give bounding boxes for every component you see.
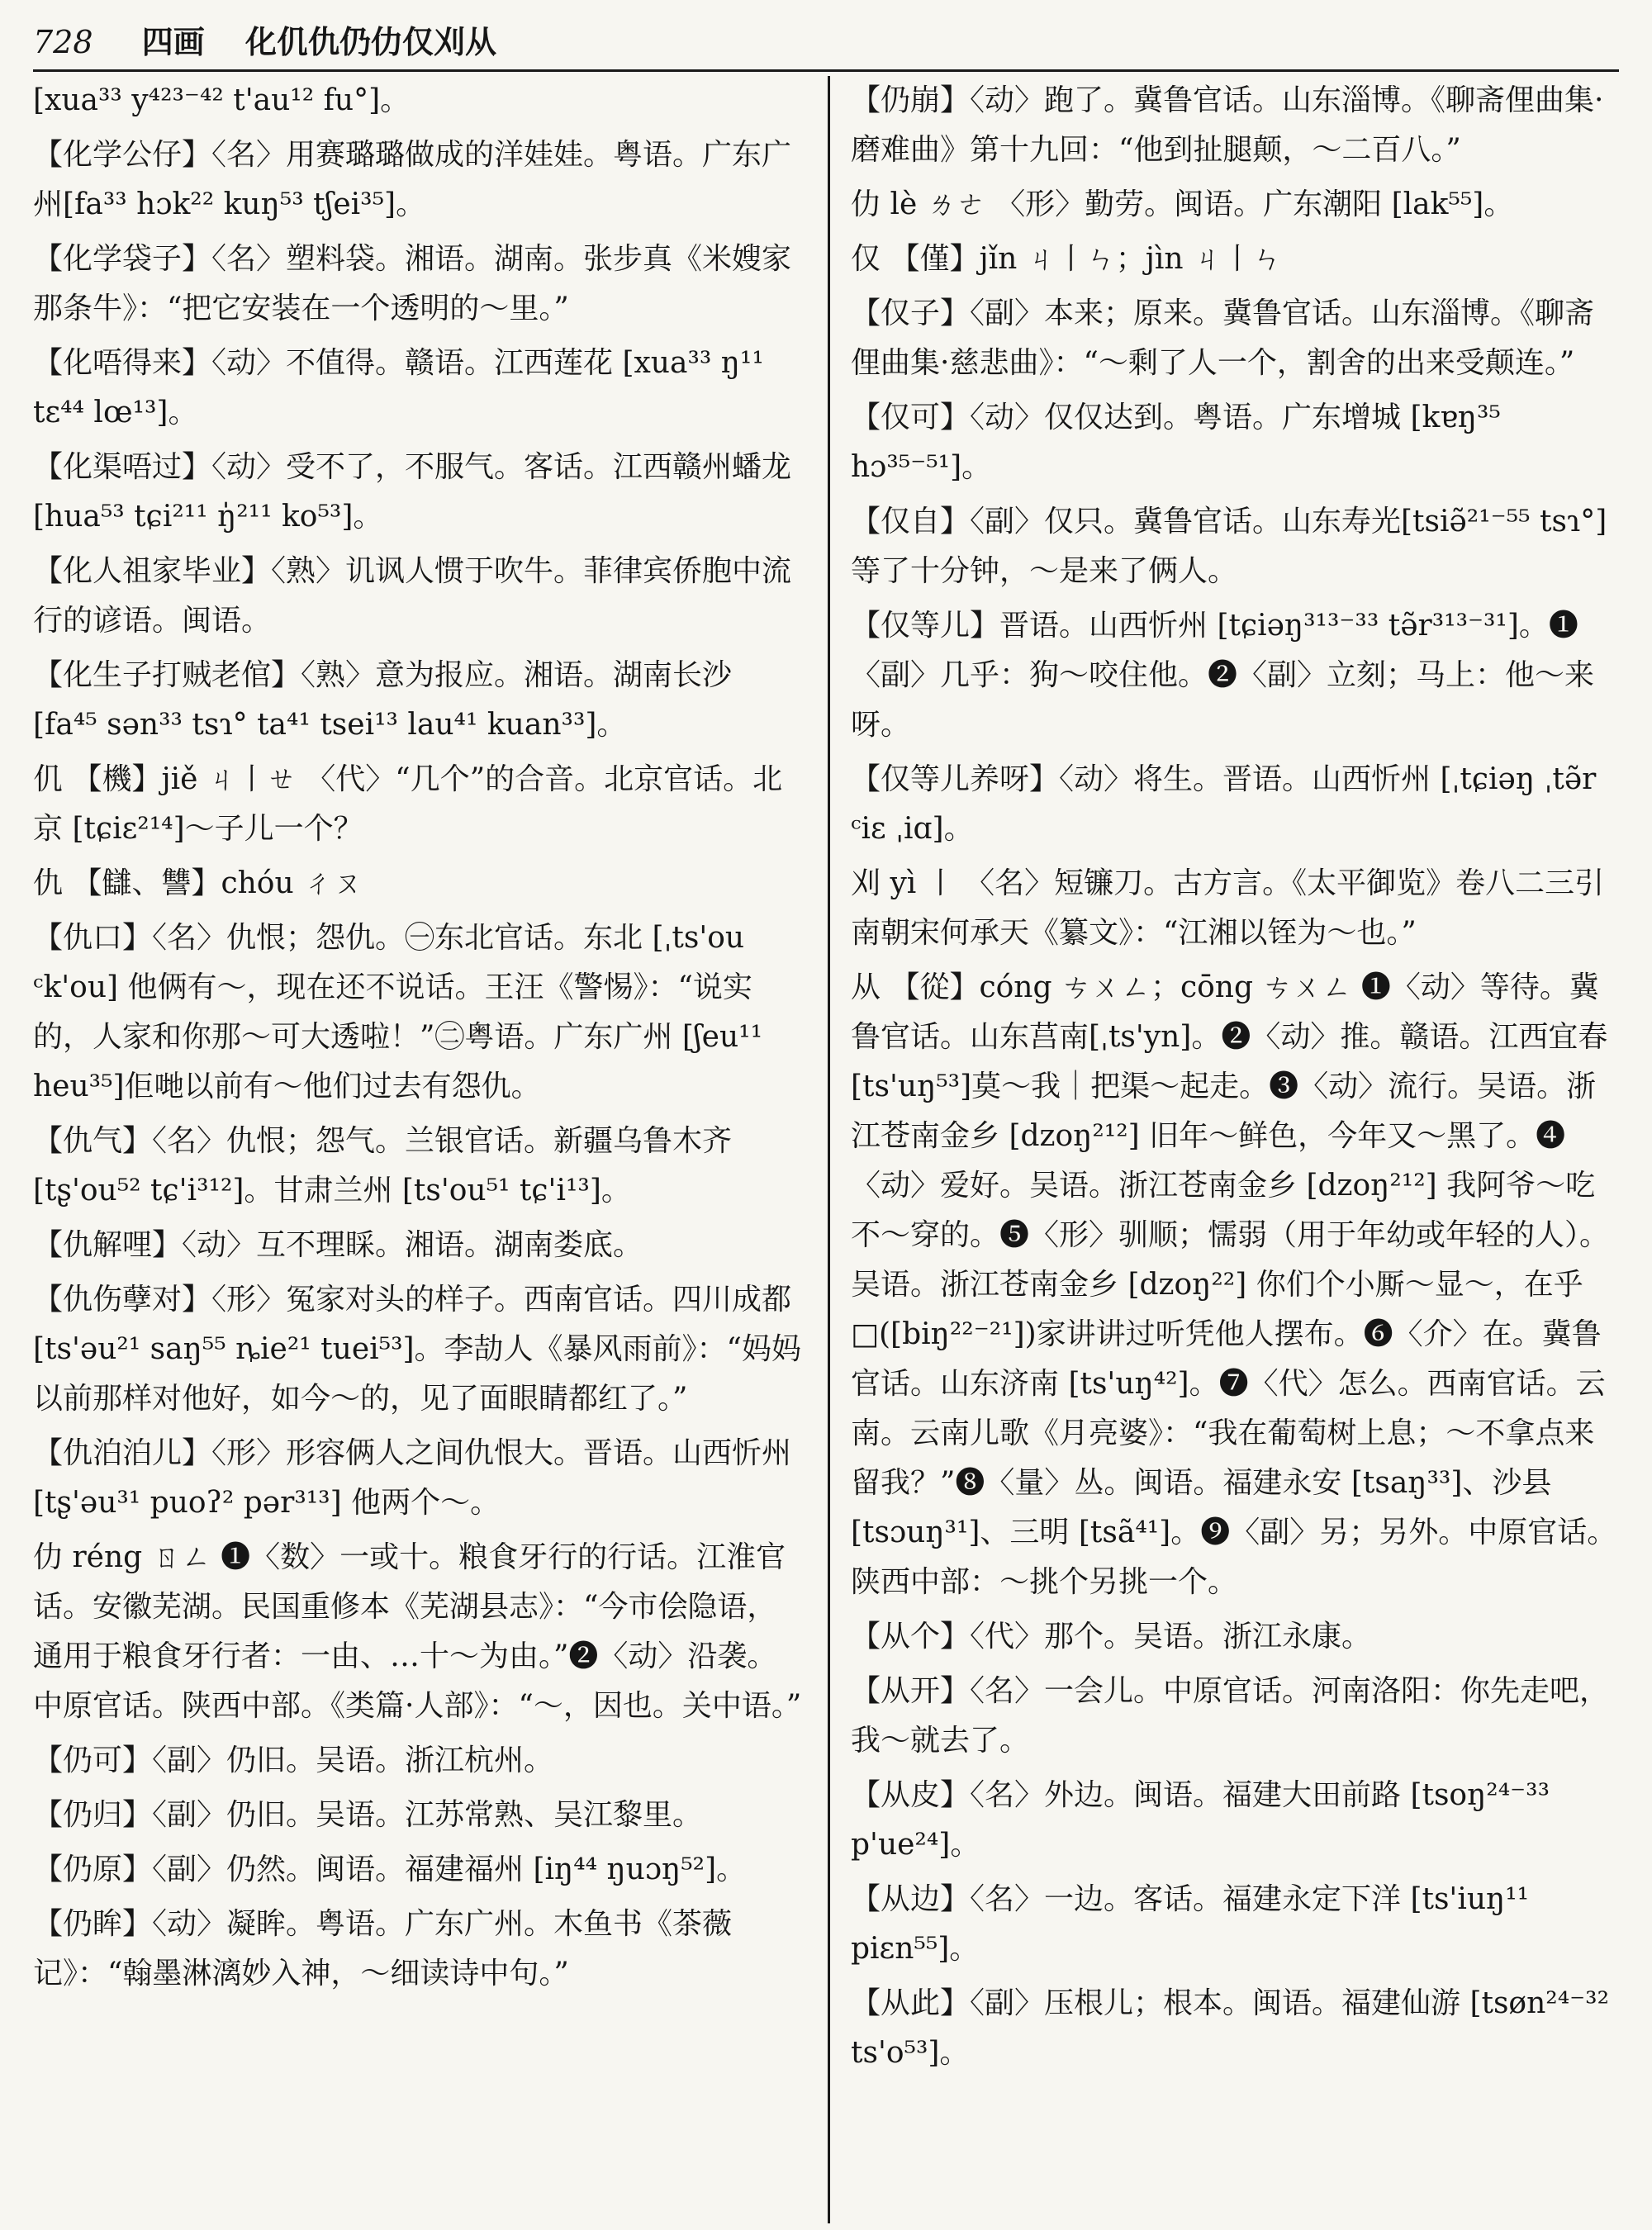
entry-rengbeng: 【仍崩】〈动〉跑了。冀鲁官话。山东淄博。《聊斋俚曲集·磨难曲》第十九回：“他到扯腿颠，～二百八。” bbox=[851, 83, 1604, 167]
header-rule bbox=[33, 69, 1619, 72]
column-divider bbox=[828, 76, 830, 2223]
entry-renggui: 【仍归】〈副〉仍旧。吴语。江苏常熟、吴江黎里。 bbox=[33, 1798, 703, 1832]
entry-huaxuedaizi: 【化学袋子】〈名〉塑料袋。湘语。湖南。张步真《米嫂家那条牛》：“把它安装在一个透明的～里。” bbox=[33, 242, 792, 325]
entry-jinke: 【仅可】〈动〉仅仅达到。粤语。广东增城 [kɐŋ³⁵ hɔ³⁵⁻⁵¹]。 bbox=[851, 401, 1501, 484]
entry-huarenzujia: 【化人祖家毕业】〈熟〉讥讽人惯于吹牛。菲律宾侨胞中流行的谚语。闽语。 bbox=[33, 554, 792, 638]
headchar-chou: 仇 【讎、讐】chóu ㄔㄡ bbox=[33, 866, 363, 900]
entry-huashengzi: 【化生子打贼老倌】〈熟〉意为报应。湘语。湖南长沙 [fa⁴⁵ sən³³ tsɿ° ta⁴¹ tsei¹³ lau⁴¹ kuan³³]。 bbox=[33, 658, 733, 742]
entry-jinzi: 【仅子】〈副〉本来；原来。冀鲁官话。山东淄博。《聊斋俚曲集·慈悲曲》：“～剩了人一个，割舍的出来受颠连。” bbox=[851, 297, 1595, 380]
entry-huaxuegongzai: 【化学公仔】〈名〉用赛璐璐做成的洋娃娃。粤语。广东广州[fa³³ hɔk²² kuŋ⁵³ tʃei³⁵]。 bbox=[33, 138, 792, 221]
entry-rengke: 【仍可】〈副〉仍旧。吴语。浙江杭州。 bbox=[33, 1744, 554, 1777]
entry-rengyuan: 【仍原】〈副〉仍然。闽语。福建福州 [iŋ⁴⁴ ŋuɔŋ⁵²]。 bbox=[33, 1853, 747, 1886]
page-number: 728 bbox=[33, 24, 93, 60]
entry-huaundelai: 【化唔得来】〈动〉不值得。赣语。江西莲花 [xua³³ ŋ¹¹ tɛ⁴⁴ lœ¹³]。 bbox=[33, 346, 764, 429]
stroke-count-label: 四画 bbox=[141, 23, 205, 60]
headchar-yi: 刈 yì 丨 〈名〉短镰刀。古方言。《太平御览》卷八二三引南朝宋何承天《纂文》：“江湘以铚为～也。” bbox=[851, 866, 1605, 950]
entry-rengmou: 【仍眸】〈动〉凝眸。粤语。广东广州。木鱼书《茶薇记》：“翰墨淋漓妙入神，～细读诗中句。” bbox=[33, 1907, 733, 1990]
entry-congpi: 【从皮】〈名〉外边。闽语。福建大田前路 [tsoŋ²⁴⁻³³ p'ue²⁴]。 bbox=[851, 1778, 1550, 1862]
entry-chouqi: 【仇气】〈名〉仇恨；怨气。兰银官话。新疆乌鲁木齐 [tʂ'ou⁵² tɕ'i³¹²]。甘肃兰州 [ts'ou⁵¹ tɕ'i¹³]。 bbox=[33, 1124, 733, 1208]
left-column bbox=[33, 76, 805, 2223]
entry-choubobo: 【仇泊泊儿】〈形〉形容俩人之间仇恨大。晋语。山西忻州 [tʂ'əu³¹ puoʔ² pər³¹³] 他两个～。 bbox=[33, 1436, 792, 1520]
entry-continuation: [xua³³ y⁴²³⁻⁴² t'au¹² fu°]。 bbox=[33, 83, 411, 117]
entry-choushang: 【仇伤孽对】〈形〉冤家对头的样子。西南官话。四川成都[ts'əu²¹ saŋ⁵⁵ ȵie²¹ tuei⁵³]。李劼人《暴风雨前》：“妈妈以前那样对他好，如今～的，见了面眼睛都红了。” bbox=[33, 1283, 801, 1416]
right-column bbox=[851, 76, 1623, 2223]
headchar-jin: 仅 【僅】jǐn ㄐ丨ㄣ；jìn ㄐ丨ㄣ bbox=[851, 242, 1283, 276]
entry-choukou: 【仇口】〈名〉仇恨；怨仇。㊀东北官话。东北 [ˌts'ou ᶜk'ou] 他俩有～，现在还不说话。王汪《警惕》：“说实的，人家和你那～可大透啦！”㊁粤语。广东广州 [ʃeu¹¹ heu³⁵]佢哋以前有～他们过去有怨仇。 bbox=[33, 921, 763, 1103]
entry-congci: 【从此】〈副〉压根儿；根本。闽语。福建仙游 [tsøn²⁴⁻³² ts'o⁵³]。 bbox=[851, 1986, 1610, 2070]
headchar-cong: 从 【從】cóng ㄘㄨㄥ；cōng ㄘㄨㄥ ❶〈动〉等待。冀鲁官话。山东莒南[ˌts'yn]。❷〈动〉推。赣语。江西宜春 [ts'uŋ⁵³]莫～我｜把渠～起走。❸〈动〉流行。吴语。浙江苍南金乡 [dzoŋ²¹²] 旧年～鲜色，今年又～黑了。❹〈动〉爱好。吴语。浙江苍南金乡 [dzoŋ²¹²] 我阿爷～吃不～穿的。❺〈形〉驯顺；懦弱（用于年幼或年轻的人）。吴语。浙江苍南金乡 [dzoŋ²²] 你们个小厮～显～，在乎□([biŋ²²⁻²¹])家讲讲过听凭他人摆布。❻〈介〉在。冀鲁官话。山东济南 [ts'uŋ⁴²]。❼〈代〉怎么。西南官话。云南。云南儿歌《月亮婆》：“我在葡萄树上息；～不拿点来留我？”❽〈量〉丛。闽语。福建永安 [tsaŋ³³]、沙县 [tsɔuŋ³¹]、三明 [tsã⁴¹]。❾〈副〉另；另外。中原官话。陕西中部：～挑个另挑一个。 bbox=[851, 970, 1617, 1599]
entry-congge: 【从个】〈代〉那个。吴语。浙江永康。 bbox=[851, 1620, 1372, 1654]
page-header bbox=[33, 18, 1619, 66]
head-characters: 化仉仇仍仂仅刈从 bbox=[245, 23, 497, 60]
headchar-ji: 仉 【機】jiě ㄐ丨ㄝ 〈代〉“几个”的合音。北京官话。北京 [tɕiɛ²¹⁴]～子儿一个？ bbox=[33, 762, 783, 846]
entry-congkai: 【从开】〈名〉一会儿。中原官话。河南洛阳：你先走吧，我～就去了。 bbox=[851, 1674, 1610, 1758]
entry-huaquguo: 【化渠唔过】〈动〉受不了，不服气。客话。江西赣州蟠龙 [hua⁵³ tɕi²¹¹ ŋ̍²¹¹ ko⁵³]。 bbox=[33, 450, 792, 534]
headchar-le: 仂 lè ㄌㄜ 〈形〉勤劳。闽语。广东潮阳 [lak⁵⁵]。 bbox=[851, 187, 1514, 221]
entry-choujieli: 【仇解哩】〈动〉互不理睬。湘语。湖南娄底。 bbox=[33, 1228, 643, 1262]
entry-jindengeryangya: 【仅等儿养呀】〈动〉将生。晋语。山西忻州 [ˌtɕiəŋ ˌtə̃r ᶜiɛ ˌiɑ]。 bbox=[851, 762, 1597, 846]
entry-jindenger: 【仅等儿】晋语。山西忻州 [tɕiəŋ³¹³⁻³³ tə̃r³¹³⁻³¹]。❶〈副〉几乎：狗～咬住他。❷〈副〉立刻；马上：他～来呀。 bbox=[851, 609, 1595, 742]
headchar-reng: 仂 réng ㄖㄥ ❶〈数〉一或十。粮食牙行的行话。江淮官话。安徽芜湖。民国重修本《芜湖县志》：“今市侩隐语，通用于粮食牙行者：一由、…十～为由。”❷〈动〉沿袭。中原官话。陕西中部。《类篇·人部》：“～，因也。关中语。” bbox=[33, 1540, 802, 1723]
entry-jinzi2: 【仅自】〈副〉仅只。冀鲁官话。山东寿光[tsiə̃²¹⁻⁵⁵ tsɿ°]等了十分钟，～是来了俩人。 bbox=[851, 505, 1607, 588]
entry-congbian: 【从边】〈名〉一边。客话。福建永定下洋 [ts'iuŋ¹¹ piɛn⁵⁵]。 bbox=[851, 1882, 1530, 1966]
